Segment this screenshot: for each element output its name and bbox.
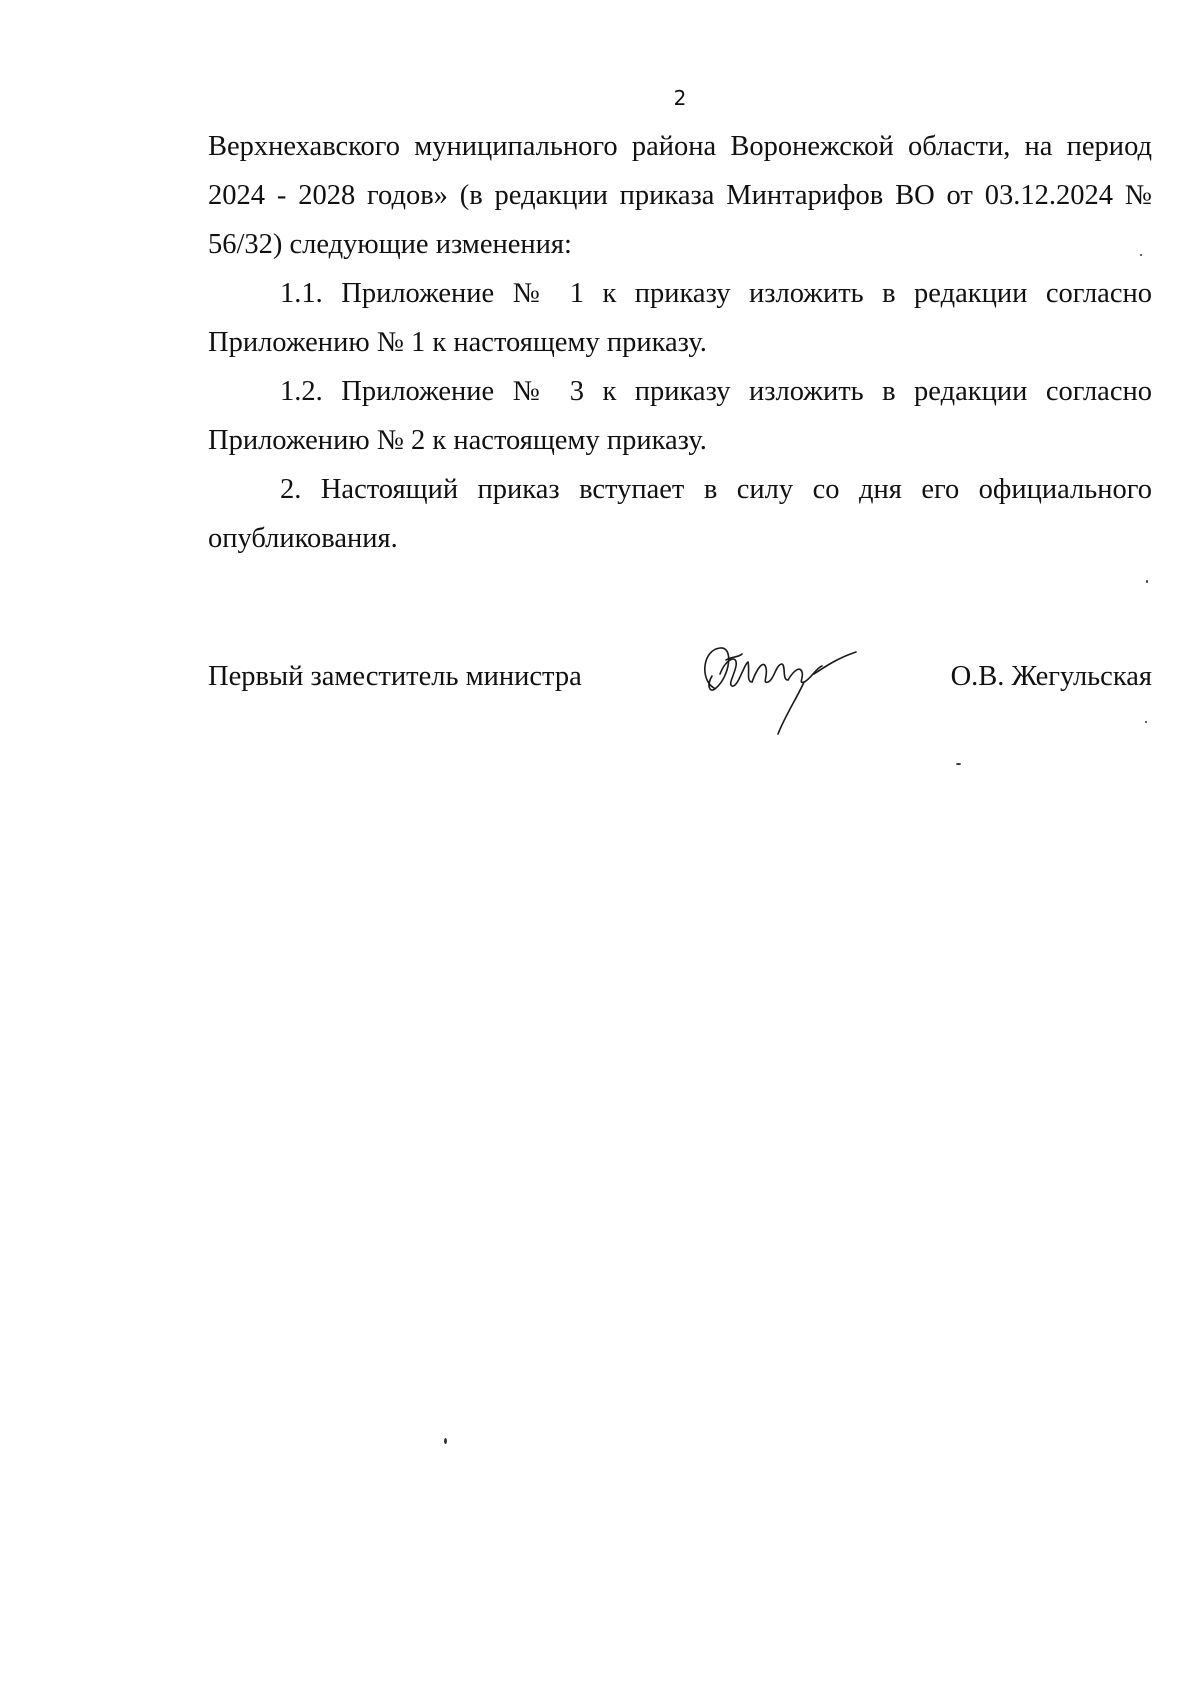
scan-speck xyxy=(1145,721,1147,723)
scan-speck xyxy=(1140,254,1142,256)
signer-name: О.В. Жегульская xyxy=(950,661,1152,692)
handwritten-signature xyxy=(686,640,866,740)
paragraph-item-2: 2. Настоящий приказ вступает в силу со дня его официального опубликования. xyxy=(208,474,1152,554)
document-body xyxy=(208,122,1152,563)
scan-speck xyxy=(444,1438,447,1444)
paragraph-item-1-2: 1.2. Приложение № 3 к приказу изложить в редакции согласно Приложению № 2 к настоящему приказу. xyxy=(208,376,1152,456)
paragraph-continuation: Верхнехавского муниципального района Воронежской области, на период 2024 - 2028 годов» (в редакции приказа Минтарифов ВО от 03.12.2024 № 56/32) следующие изменения: xyxy=(208,131,1152,260)
paragraph-item-1-1: 1.1. Приложение № 1 к приказу изложить в редакции согласно Приложению № 1 к настоящему приказу. xyxy=(208,278,1152,358)
signature-block xyxy=(208,652,1152,742)
signer-position: Первый заместитель министра xyxy=(208,661,582,692)
scan-speck xyxy=(1146,580,1148,583)
page-number: 2 xyxy=(673,86,687,110)
scan-speck xyxy=(956,763,961,765)
